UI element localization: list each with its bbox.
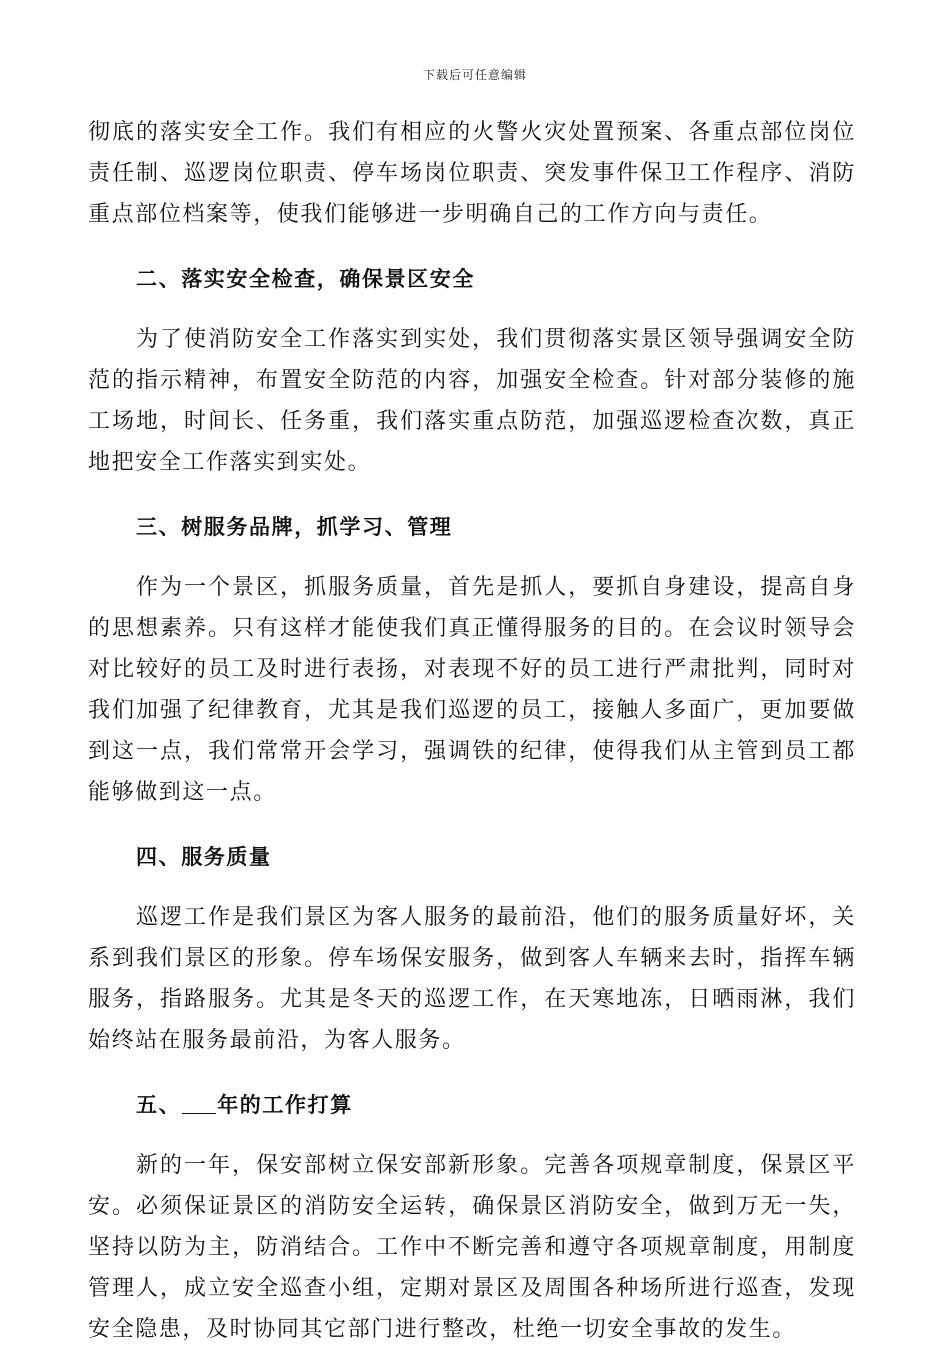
section-2-paragraph: 为了使消防安全工作落实到实处，我们贯彻落实景区领导强调安全防范的指示精神，布置安全防范的内容，加强安全检查。针对部分装修的施工场地，时间长、任务重，我们落实重点防范，加强巡逻检查次数，真正地把安全工作落实到实处。: [88, 327, 856, 475]
year-blank: [182, 1091, 216, 1114]
intro-paragraph: 彻底的落实安全工作。我们有相应的火警火灾处置预案、各重点部位岗位责任制、巡逻岗位职责、停车场岗位职责、突发事件保卫工作程序、消防重点部位档案等，使我们能够进一步明确自己的工作方向与责任。: [88, 120, 856, 227]
section-4-paragraph: 巡逻工作是我们景区为客人服务的最前沿，他们的服务质量好坏，关系到我们景区的形象。停车场保安服务，做到客人车辆来去时，指挥车辆服务，指路服务。尤其是冬天的巡逻工作，在天寒地冻，日晒雨淋，我们始终站在服务最前沿，为客人服务。: [88, 905, 856, 1053]
section-5-heading: [88, 1084, 856, 1125]
section-5-heading-prefix: 五、: [136, 1092, 182, 1117]
document-body: [88, 112, 856, 1350]
section-5-paragraph: 新的一年，保安部树立保安部新形象。完善各项规章制度，保景区平安。必须保证景区的消防安全运转，确保景区消防安全，做到万无一失，坚持以防为主，防消结合。工作中不断完善和遵守各项规章制度，用制度管理人，成立安全巡查小组，定期对景区及周围各种场所进行巡查，发现安全隐患，及时协同其它部门进行整改，杜绝一切安全事故的发生。: [88, 1153, 856, 1342]
section-4-heading: 四、服务质量: [136, 844, 272, 869]
page-header: 下载后可任意编辑: [422, 68, 527, 82]
section-3-paragraph: 作为一个景区，抓服务质量，首先是抓人，要抓自身建设，提高自身的思想素养。只有这样才能使我们真正懂得服务的目的。在会议时领导会对比较好的员工及时进行表扬，对表现不好的员工进行严肃批判，同时对我们加强了纪律教育，尤其是我们巡逻的员工，接触人多面广，更加要做到这一点，我们常常开会学习，强调铁的纪律，使得我们从主管到员工都能够做到这一点。: [88, 575, 856, 805]
section-5-heading-suffix: 年的工作打算: [217, 1092, 353, 1117]
section-3-heading: 三、树服务品牌，抓学习、管理: [136, 514, 453, 539]
section-2-heading: 二、落实安全检查，确保景区安全: [136, 266, 475, 291]
